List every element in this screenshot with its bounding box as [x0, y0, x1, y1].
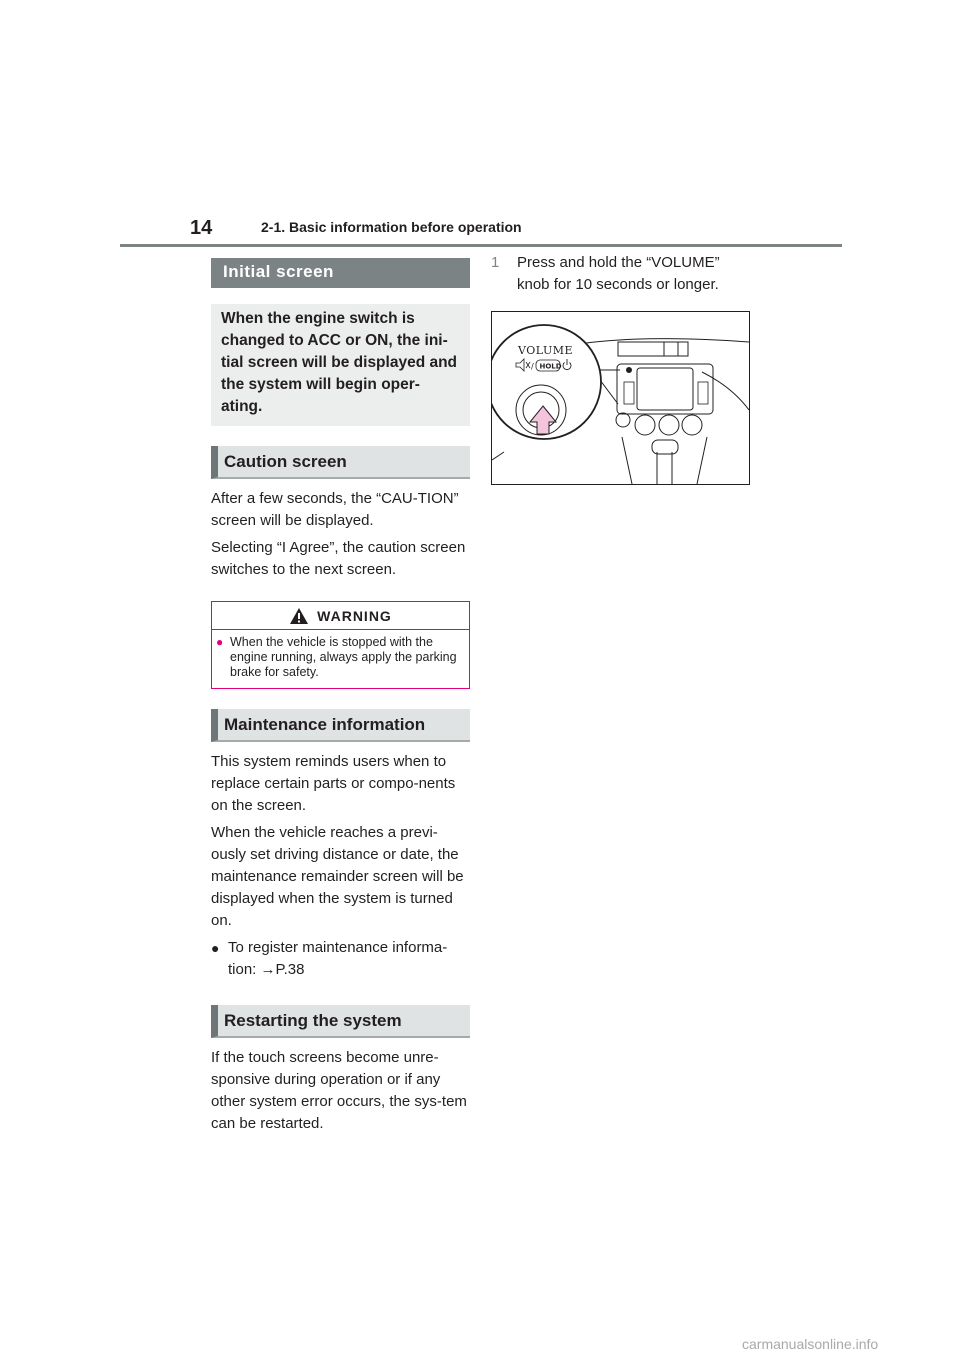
- caution-screen-paragraph-2: Selecting “I Agree”, the caution screen switches to the next screen.: [211, 539, 466, 578]
- warning-triangle-icon: [289, 607, 309, 625]
- caution-screen-paragraph-1: After a few seconds, the “CAU-TION” screen will be displayed.: [211, 490, 459, 529]
- left-column: [211, 258, 470, 1135]
- section-heading-restarting: Restarting the system: [211, 1005, 470, 1038]
- bullet-dot-icon: ●: [211, 940, 220, 956]
- warning-box: [211, 601, 470, 689]
- hold-label: HOLD: [539, 362, 562, 371]
- step-1: [491, 252, 751, 296]
- maintenance-bullet: [211, 937, 470, 981]
- step-text: Press and hold the “VOLUME” knob for 10 seconds or longer.: [517, 254, 720, 293]
- right-column: [491, 252, 751, 485]
- section-title-initial-screen: Initial screen: [211, 258, 470, 288]
- warning-body: [212, 630, 469, 688]
- maintenance-link-text[interactable]: To register maintenance informa-tion: →P.38: [228, 939, 448, 978]
- warning-label: WARNING: [317, 607, 392, 624]
- chapter-title: 2-1. Basic information before operation: [261, 219, 522, 235]
- svg-text:/: /: [531, 362, 534, 371]
- watermark-text: carmanualsonline.info: [742, 1336, 879, 1352]
- volume-label: VOLUME: [518, 344, 574, 357]
- dashboard-illustration: [492, 312, 749, 484]
- section-heading-caution-screen: Caution screen: [211, 446, 470, 479]
- warning-bullet-icon: ●: [216, 635, 224, 649]
- page-number: 14: [190, 217, 213, 239]
- maintenance-paragraph-1: This system reminds users when to replace certain parts or compo-nents on the screen.: [211, 753, 456, 814]
- step-number: 1: [491, 254, 500, 271]
- maintenance-paragraph-2: When the vehicle reaches a previ-ously set driving distance or date, the maintenance remainder screen will be displayed when the system is turned on.: [211, 824, 464, 929]
- section-heading-maintenance: Maintenance information: [211, 709, 470, 742]
- warning-header: [212, 602, 469, 630]
- initial-screen-lead: When the engine switch is changed to ACC or ON, the ini-tial screen will be displayed and the system will begin oper-ating.: [211, 304, 470, 426]
- warning-text: When the vehicle is stopped with the engine running, always apply the parking brake for safety.: [230, 635, 457, 679]
- restarting-paragraph-1: If the touch screens become unre-sponsive during operation or if any other system error occurs, the sys-tem can be restarted.: [211, 1049, 467, 1132]
- volume-knob-illustration: [491, 311, 750, 485]
- header-rule: [120, 244, 842, 247]
